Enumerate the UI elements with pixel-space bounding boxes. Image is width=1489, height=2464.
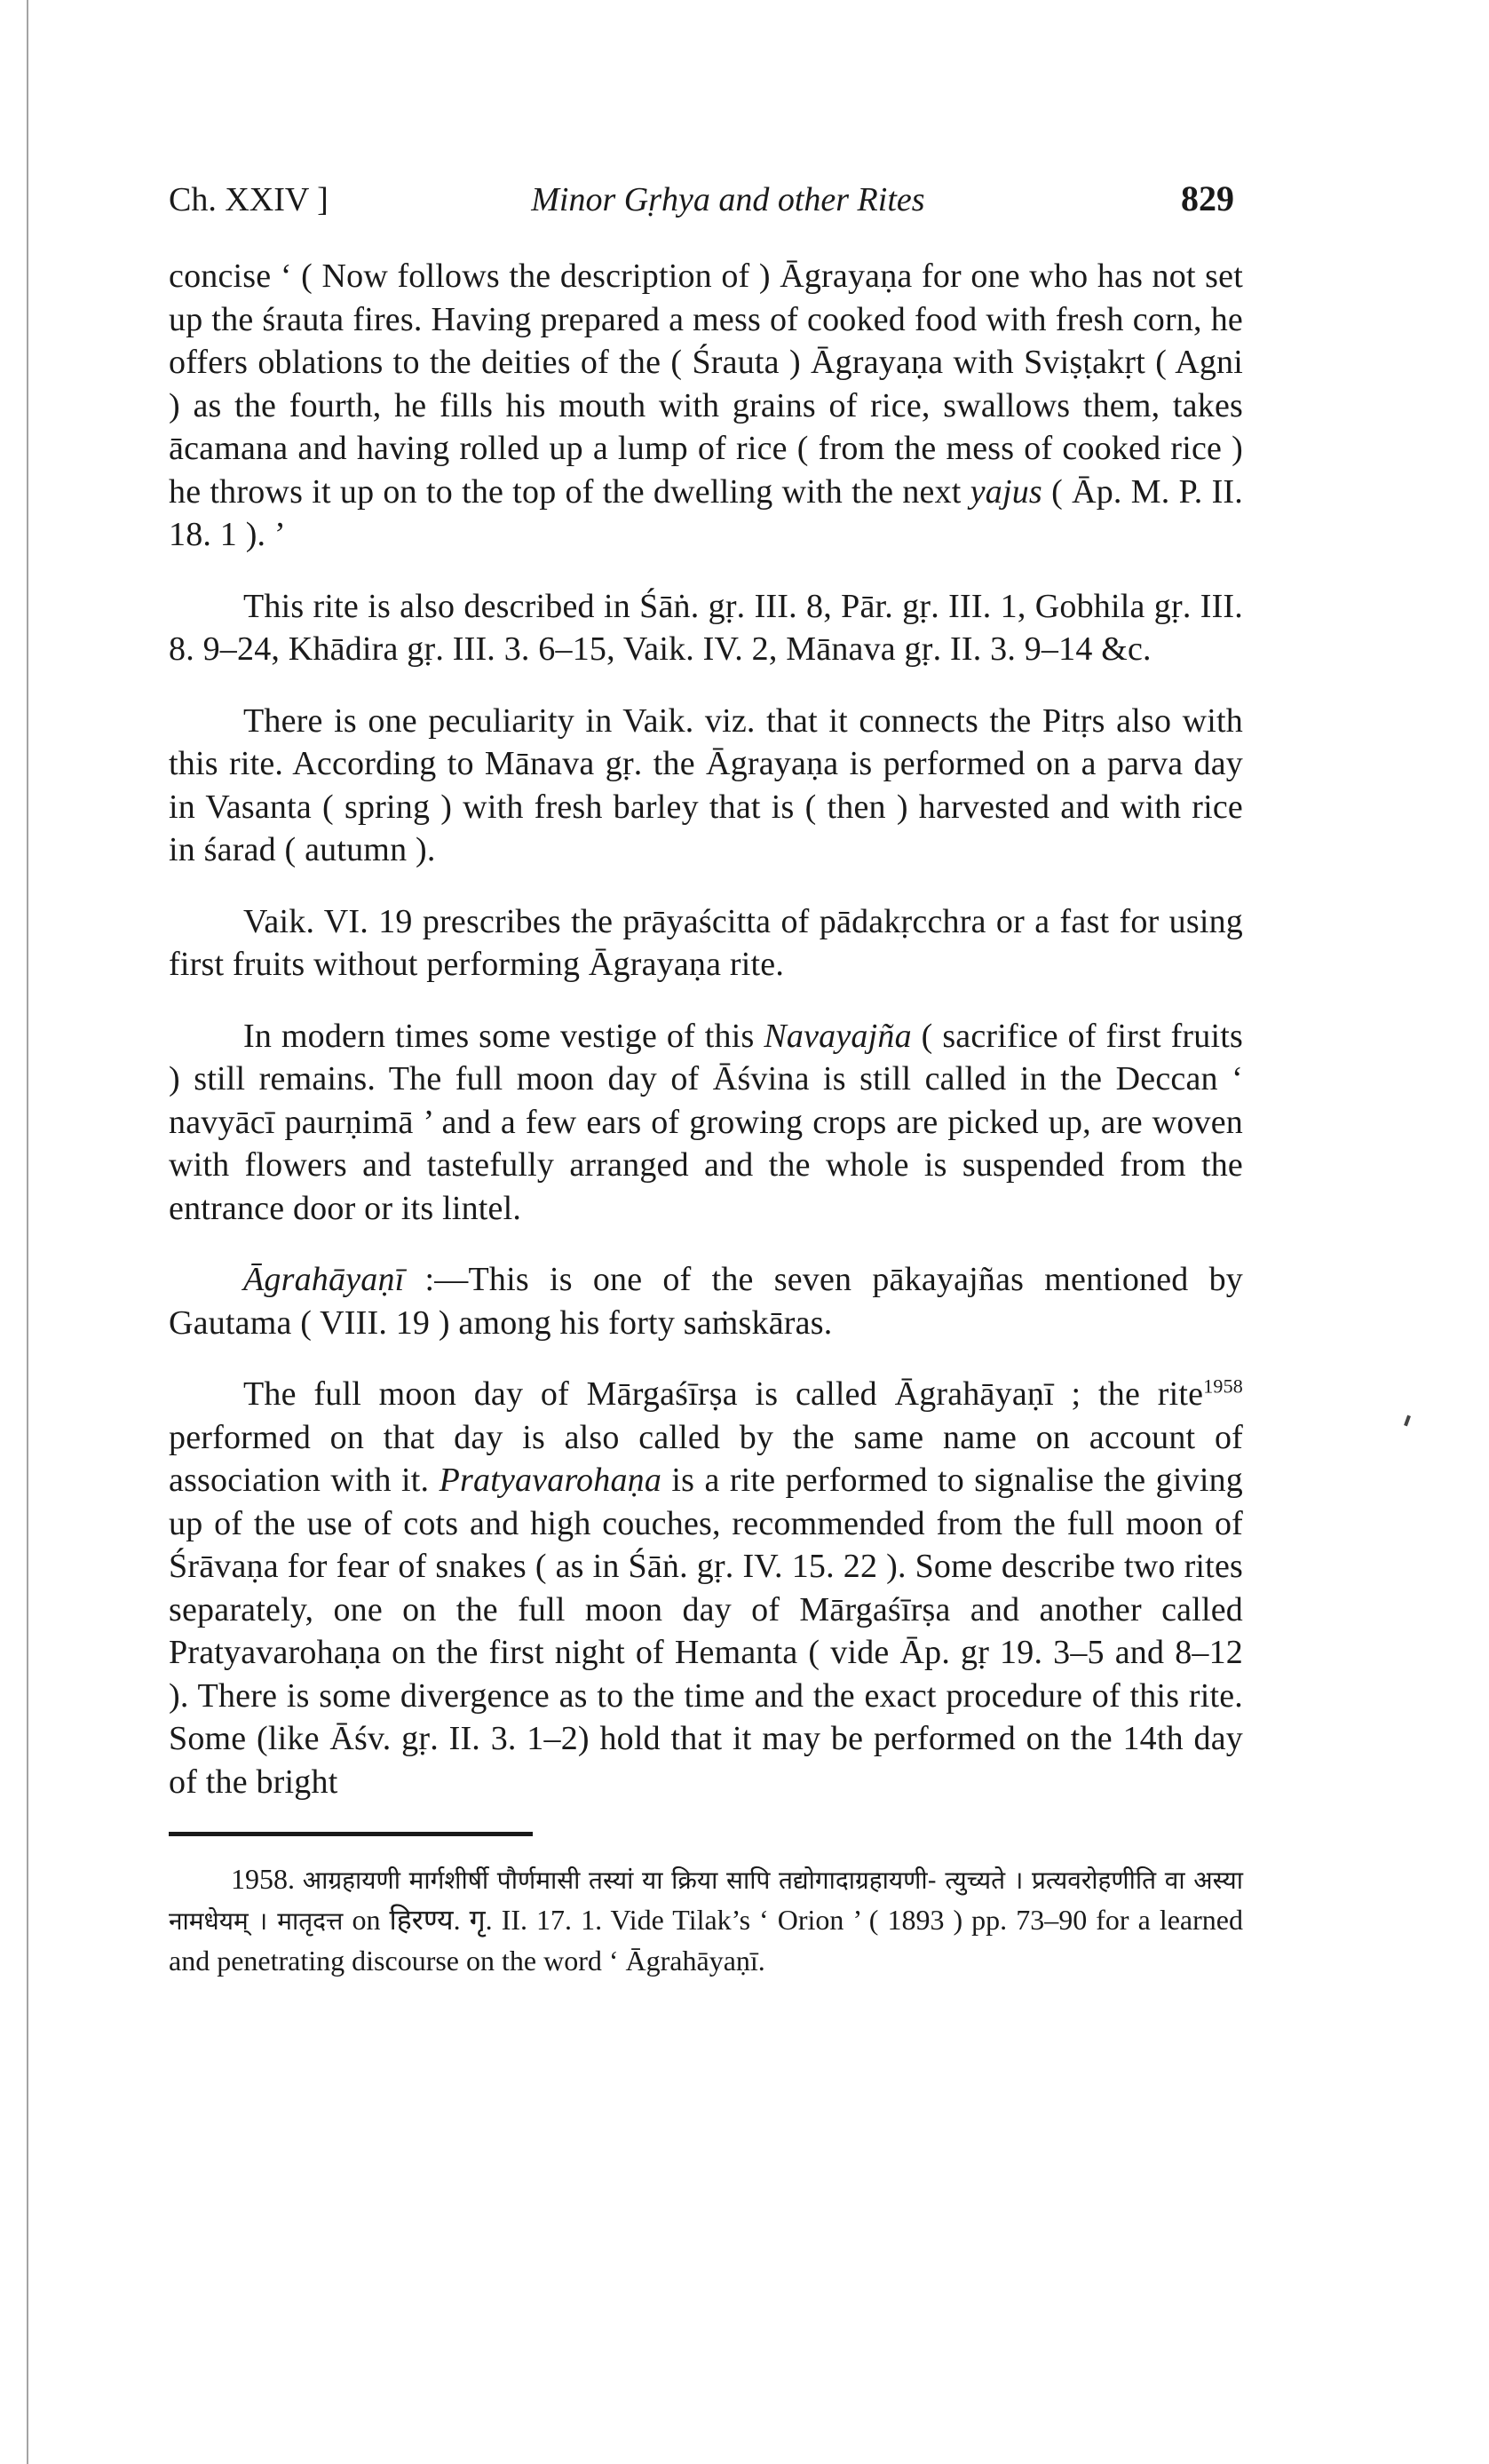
italic-term: Pratyavarohaṇa [439, 1462, 662, 1499]
paragraph-text: performed on that day is also called by the same name on account of association with it. [169, 1418, 1243, 1499]
paragraph-text: is a rite performed to signalise the giving up of the use of cots and high couches, recommended from the full moon of Śrāvaṇa for fear of snakes ( as in Śāṅ. gṛ. IV. 15. 22 ). Some describe two rites separately, one on the full moon day of Mārgaśīrṣa and another called Pratyavarohaṇa on the first night of Hemanta ( vide Āp. gṛ 19. 3–5 and 8–12 ). There is some divergence as to the time and the exact procedure of this rite. Some (like Āśv. gṛ. II. 3. 1–2) hold that it may be performed on the 14th day of the bright [169, 1462, 1243, 1801]
paragraph-text: The full moon day of Mārgaśīrṣa is called Āgrahāyaṇī ; the rite [243, 1375, 1204, 1413]
paragraph-text: ( sacrifice of first fruits ) still remains. The full moon day of Āśvina is still called in the Deccan ‘ navyācī paurṇimā ’ and a few ears of growing crops are picked up, are woven with flowers and tastefully arranged and the whole is suspended from the entrance door or its lintel. [169, 1017, 1243, 1227]
chapter-label: Ch. XXIV ] [169, 181, 329, 218]
paragraph-peculiarity [169, 700, 1243, 872]
book-page [169, 178, 1243, 1980]
paragraph-navayajna [169, 1015, 1243, 1231]
paragraph-prayascitta [169, 900, 1243, 986]
paragraph-agrahayani-heading [169, 1258, 1243, 1344]
stray-ink-mark [1404, 1415, 1411, 1427]
footnote-sanskrit-text: आग्रहायणी मार्गशीर्षी पौर्णमासी तस्यां या क्रिया सापि तद्योगादाग्रहायणी- त्युच्यते । प्रत्यवरोहणीति वा अस्या नामधेयम् । मातृदत्त [169, 1866, 1243, 1936]
paragraph-text: :—This is one of the seven pākayajñas mentioned by Gautama ( VIII. 19 ) among his forty saṁskāras. [169, 1261, 1243, 1342]
paragraph-text: concise ‘ ( Now follows the description of ) Āgrayaṇa for one who has not set up the śrauta fires. Having prepared a mess of cooked food with fresh corn, he offers oblations to the deities of the ( Śrauta ) Āgrayaṇa with Sviṣṭakṛt ( Agni ) as the fourth, he fills his mouth with grains of rice, swallows them, takes ācamana and having rolled up a lump of rice ( from the mess of cooked rice ) he throws it up on to the top of the dwelling with the next [169, 257, 1243, 511]
footnote-text: on हिरण्य. गृ. II. 17. 1. Vide Tilak’s ‘ Orion ’ ( 1893 ) pp. 73–90 for a learned and penetrating discourse on the word ‘ Āgrahāyaṇī. [169, 1904, 1243, 1977]
section-term: Āgrahāyaṇī [243, 1261, 405, 1298]
footnote-reference[interactable]: 1958 [1203, 1375, 1243, 1398]
paragraph-text: This rite is also described in Śāṅ. gṛ. III. 8, Pār. gṛ. III. 1, Gobhila gṛ. III. 8. 9–24, Khādira gṛ. III. 3. 6–15, Vaik. IV. 2, Mānava gṛ. II. 3. 9–14 &c. [169, 587, 1243, 668]
paragraph-agrayana-quote [169, 255, 1243, 557]
paragraph-text: In modern times some vestige of this [243, 1017, 764, 1055]
italic-term: Navayajña [764, 1017, 912, 1055]
paragraph-text: ( Āp. M. P. II. 18. 1 ). ’ [169, 472, 1243, 553]
running-title: Minor Gṛhya and other Rites [531, 181, 925, 218]
paragraph-references [169, 585, 1243, 671]
paragraph-margasirsa [169, 1373, 1243, 1803]
footnote-separator [169, 1832, 533, 1836]
paragraph-text: Vaik. VI. 19 prescribes the prāyaścitta of pādakṛcchra or a fast for using first fruits without performing Āgrayaṇa rite. [169, 902, 1243, 983]
italic-term: yajus [970, 472, 1042, 511]
page-edge-rule [27, 0, 28, 2464]
footnote-1958 [169, 1859, 1243, 1980]
page-number: 829 [1181, 178, 1234, 218]
paragraph-text: There is one peculiarity in Vaik. viz. that it connects the Pitṛs also with this rite. According to Mānava gṛ. the Āgrayaṇa is performed on a parva day in Vasanta ( spring ) with fresh barley that is ( then ) harvested and with rice in śarad ( autumn ). [169, 701, 1243, 868]
footnote-number: 1958. [231, 1863, 295, 1895]
running-header [169, 178, 1243, 219]
